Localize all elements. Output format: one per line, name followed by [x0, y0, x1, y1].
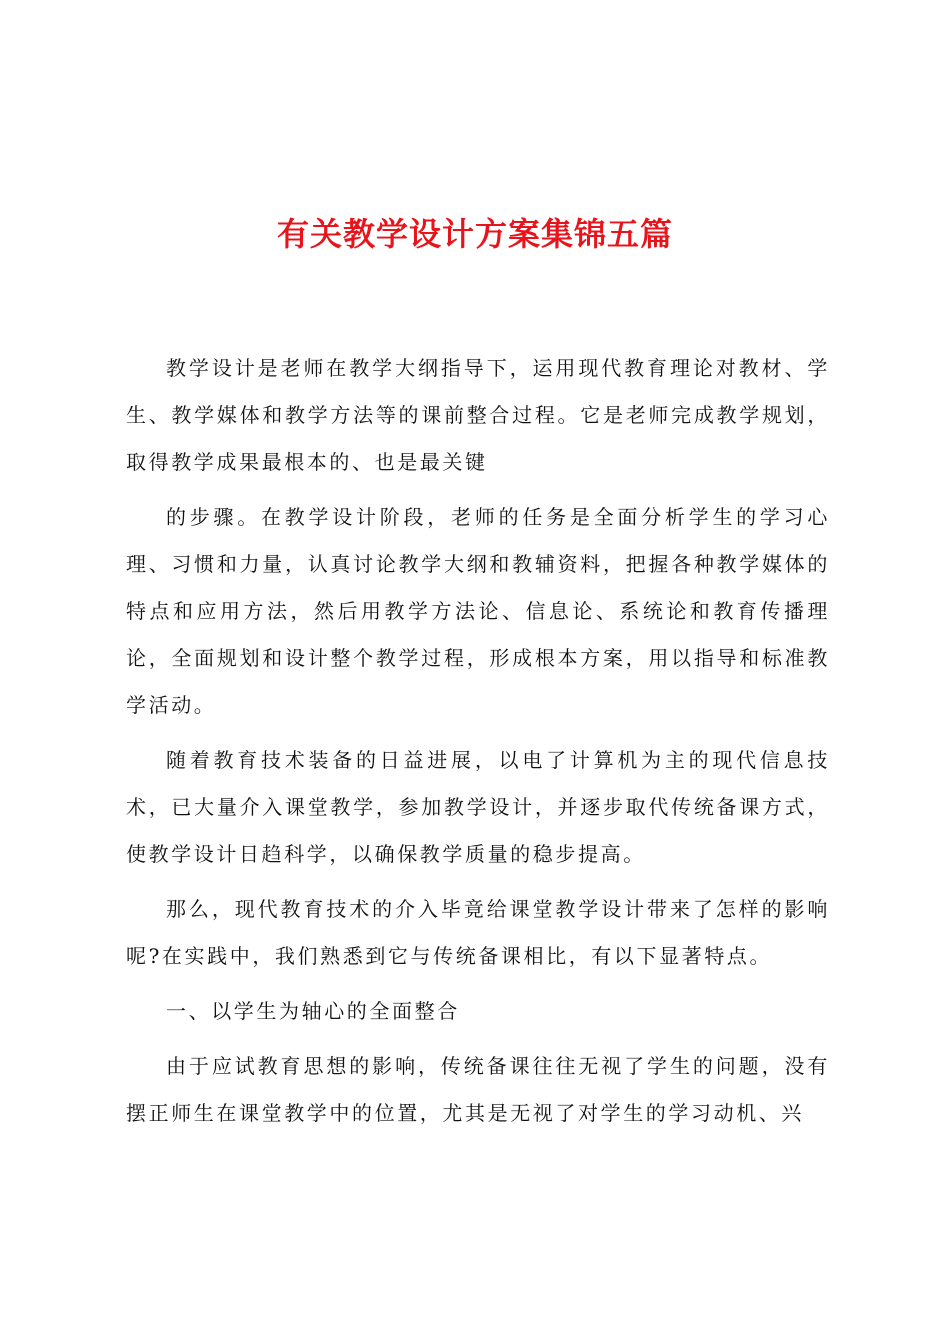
- document-body: [126, 345, 830, 1145]
- paragraph-technology: 随着教育技术装备的日益进展，以电了计算机为主的现代信息技术，已大量介入课堂教学，参加教学设计，并逐步取代传统备课方式，使教学设计日趋科学，以确保教学质量的稳步提高。: [126, 748, 830, 866]
- paragraph-question: 那么，现代教育技术的介入毕竟给课堂教学设计带来了怎样的影响呢?在实践中，我们熟悉到它与传统备课相比，有以下显著特点。: [126, 897, 830, 968]
- paragraph-exam-oriented: 由于应试教育思想的影响，传统备课往往无视了学生的问题，没有摆正师生在课堂教学中的位置，尤其是无视了对学生的学习动机、兴: [126, 1054, 830, 1125]
- section-heading-1: 一、以学生为轴心的全面整合: [166, 999, 460, 1023]
- paragraph-intro: 教学设计是老师在教学大纲指导下，运用现代教育理论对教材、学生、教学媒体和教学方法等的课前整合过程。它是老师完成教学规划，取得教学成果最根本的、也是最关键: [126, 356, 830, 474]
- document-title: 有关教学设计方案集锦五篇: [276, 215, 673, 253]
- paragraph-design-stage: 的步骤。在教学设计阶段，老师的任务是全面分析学生的学习心理、习惯和力量，认真讨论教学大纲和教辅资料，把握各种教学媒体的特点和应用方法，然后用教学方法论、信息论、系统论和教育传播理论，全面规划和设计整个教学过程，形成根本方案，用以指导和标准教学活动。: [126, 505, 830, 717]
